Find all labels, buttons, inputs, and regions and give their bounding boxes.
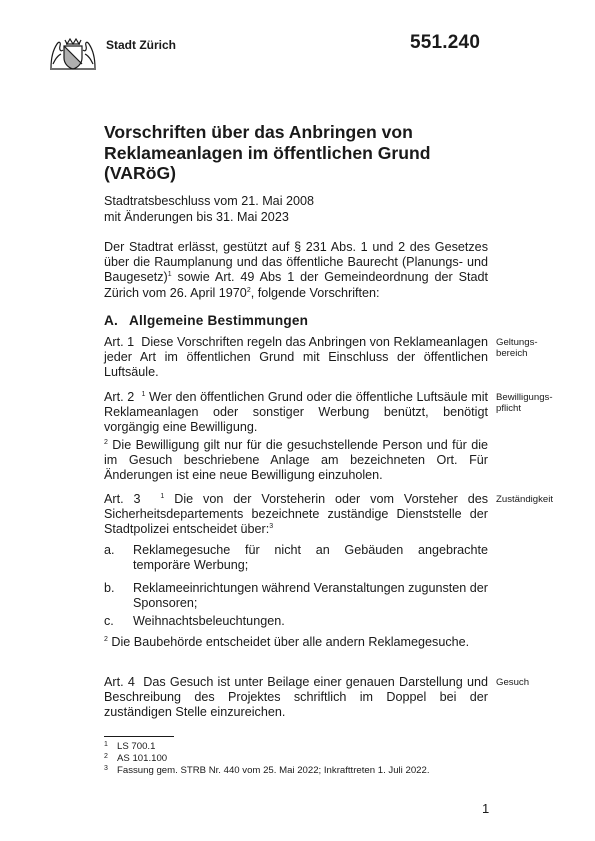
subtitle-line-2: mit Änderungen bis 31. Mai 2023 xyxy=(104,210,289,224)
article-2-para-2-number: 2 xyxy=(104,438,108,446)
article-3-para-2-number: 2 xyxy=(104,635,108,643)
article-1 xyxy=(104,335,488,381)
article-2-para-2 xyxy=(104,438,488,484)
list-item-label: b. xyxy=(104,581,115,595)
list-item-label: c. xyxy=(104,614,114,628)
section-title: Allgemeine Bestimmungen xyxy=(129,313,309,328)
list-item-text: Weihnachtsbeleuchtungen. xyxy=(133,614,285,628)
footnote-ref-3[interactable]: 3 xyxy=(269,523,274,531)
footnote-text: Fassung gem. STRB Nr. 440 vom 25. Mai 2022; Inkrafttreten 1. Juli 2022. xyxy=(117,765,430,776)
article-3-para-2 xyxy=(104,635,488,650)
list-item-text: Reklameeinrichtungen während Veranstaltungen zugunsten der Sponsoren; xyxy=(133,581,488,611)
article-4-margin-note: Gesuch xyxy=(496,677,530,688)
article-4 xyxy=(104,675,488,721)
footnote-number: 3 xyxy=(104,765,108,772)
article-3-label: Art. 3 xyxy=(104,492,141,506)
intro-text-c: , folgende Vorschriften: xyxy=(250,285,380,300)
intro-text-b: sowie Art. 49 Abs 1 der Gemeindeordnung der Stadt Zürich vom 26. April 1970 xyxy=(104,270,488,300)
footnote xyxy=(104,741,155,753)
list-item-text: Reklamegesuche für nicht an Gebäuden angebrachte temporäre Werbung; xyxy=(133,543,488,573)
subtitle-line-1: Stadtratsbeschluss vom 21. Mai 2008 xyxy=(104,194,315,208)
title-line-1: Vorschriften über das Anbringen von xyxy=(104,122,413,142)
footnote-text: LS 700.1 xyxy=(117,741,156,752)
list-item xyxy=(104,543,488,573)
article-2-margin-note: Bewilligungs- pflicht xyxy=(496,392,553,415)
article-2-para-2-text: Die Bewilligung gilt nur für die gesuchstellende Person und für die im Gesuch beschriebene Anlage am bezeichneten Ort. Für Änderungen ist eine neue Bewilligung einzuholen. xyxy=(104,438,488,483)
footnote xyxy=(104,753,167,765)
document-number: 551.240 xyxy=(410,32,481,53)
article-2-para-1-number: 1 xyxy=(141,390,146,398)
subtitle xyxy=(104,193,314,225)
intro-paragraph xyxy=(104,240,488,301)
intro-text-a: Der Stadtrat erlässt, gestützt auf § 231 Abs. 1 und 2 des Gesetzes über die Raumplanung und das öffentliche Baurecht (Planungs- und Baugesetz) xyxy=(104,240,488,285)
article-4-label: Art. 4 xyxy=(104,675,135,689)
city-name: Stadt Zürich xyxy=(106,38,177,52)
article-4-text: Das Gesuch ist unter Beilage einer genauen Darstellung und Beschreibung des Projektes schriftlich im Doppel bei der zuständigen Stelle einzureichen. xyxy=(104,675,488,720)
page-title xyxy=(104,122,504,184)
section-heading xyxy=(104,313,308,328)
article-2-para-1 xyxy=(104,390,488,436)
article-3-para-1-text: Die von der Vorsteherin oder vom Vorsteher des Sicherheitsdepartements bezeichnete zuständige Dienststelle der Stadtpolizei entscheidet über: xyxy=(104,492,489,537)
article-1-label: Art. 1 xyxy=(104,335,135,349)
list-item xyxy=(104,614,488,629)
footnote-text: AS 101.100 xyxy=(117,753,168,764)
page-number: 1 xyxy=(482,801,490,816)
footnote-divider xyxy=(104,736,174,737)
article-2-para-1-text: Wer den öffentlichen Grund oder die öffentliche Luftsäule mit Reklameanlagen oder sonstiger Werbung benützt, benötigt vorgängig eine Bewilligung. xyxy=(104,390,489,435)
section-letter: A. xyxy=(104,313,118,328)
title-line-3: (VARöG) xyxy=(104,163,176,183)
article-3-para-1-number: 1 xyxy=(160,492,165,500)
zurich-coat-of-arms-icon xyxy=(47,34,99,72)
article-3-para-2-text: Die Baubehörde entscheidet über alle andern Reklamegesuche. xyxy=(111,635,470,649)
footnote-number: 2 xyxy=(104,753,108,760)
article-2-label: Art. 2 xyxy=(104,390,135,404)
list-item xyxy=(104,581,488,611)
footnote-ref-2[interactable]: 2 xyxy=(246,286,251,294)
article-1-margin-note: Geltungs- bereich xyxy=(496,337,538,360)
footnote-number: 1 xyxy=(104,741,108,748)
article-3-margin-note: Zuständigkeit xyxy=(496,494,554,505)
article-3-para-1 xyxy=(104,492,488,538)
article-1-text: Diese Vorschriften regeln das Anbringen von Reklameanlagen jeder Art im öffentlichen Grund mit Einschluss der öffentlichen Luftsäule. xyxy=(104,335,488,380)
title-line-2: Reklameanlagen im öffentlichen Grund xyxy=(104,142,431,163)
footnote xyxy=(104,765,430,777)
list-item-label: a. xyxy=(104,543,115,557)
footnote-ref-1[interactable]: 1 xyxy=(167,271,172,279)
